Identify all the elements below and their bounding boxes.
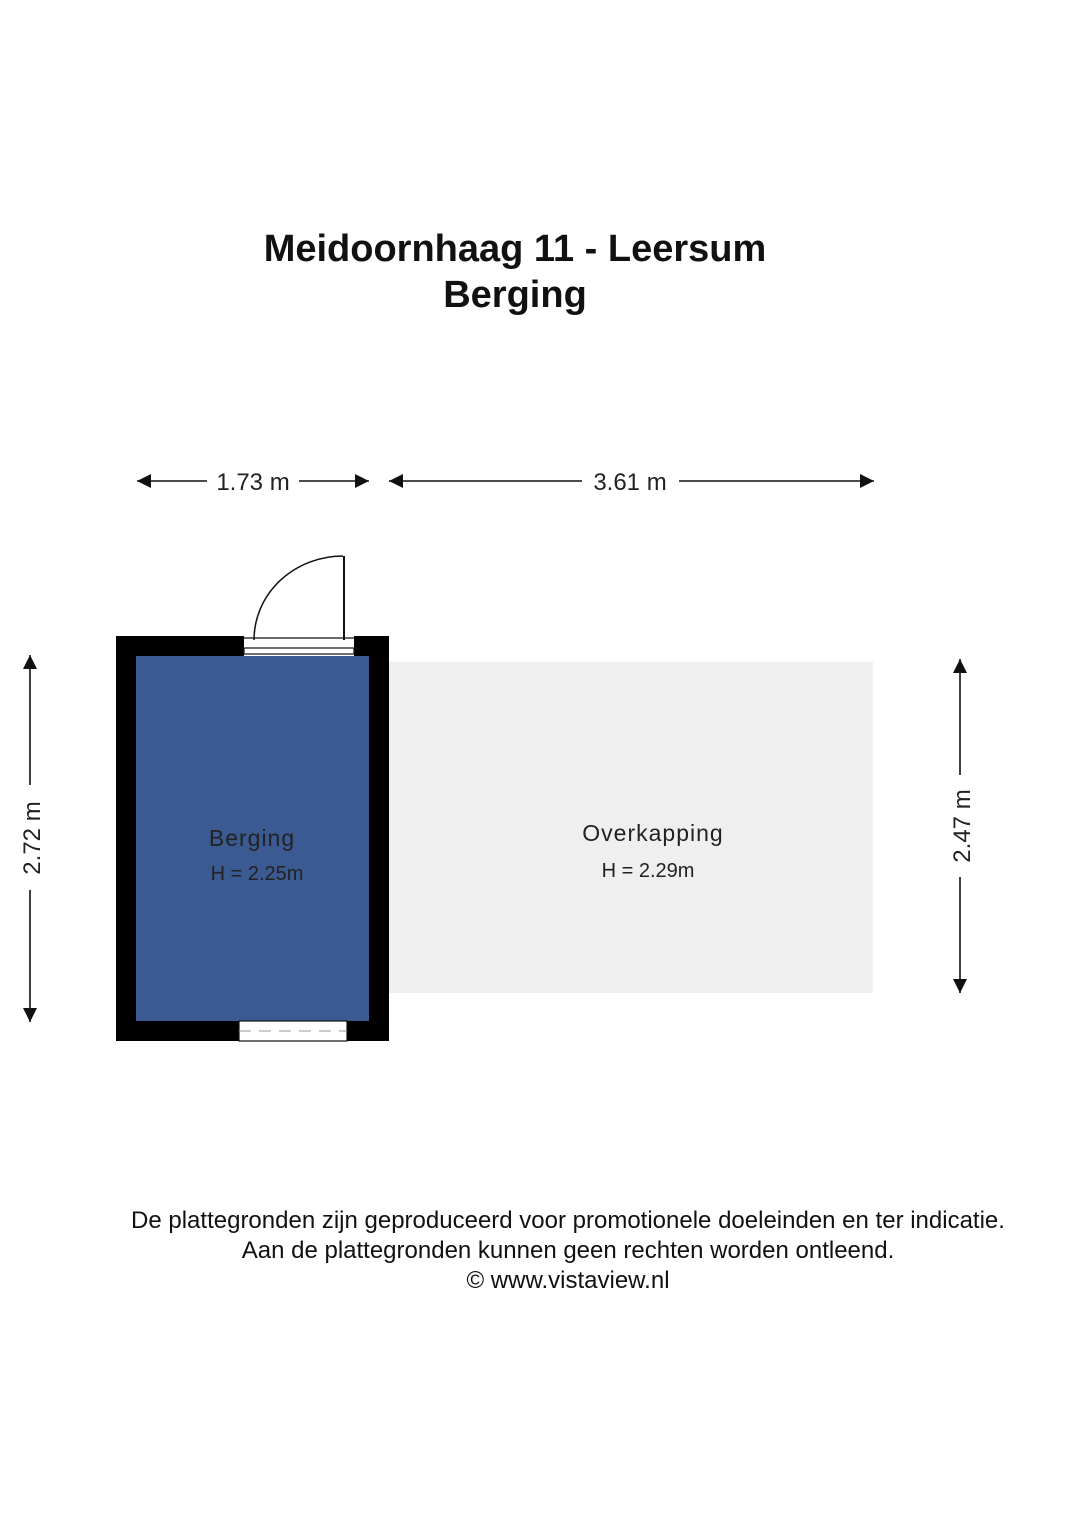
door — [244, 556, 354, 656]
dimension-label: 2.47 m — [949, 789, 976, 863]
page-subtitle: Berging — [443, 274, 587, 316]
dimension-top-right — [389, 469, 874, 496]
door-leaf — [343, 556, 345, 640]
room-height-berging: H = 2.25m — [210, 863, 304, 885]
dimension-label: 3.61 m — [593, 469, 667, 496]
door-swing-arc — [254, 556, 343, 640]
dimension-label: 2.72 m — [19, 801, 46, 875]
disclaimer-line: De plattegronden zijn geproduceerd voor promotionele doeleinden en ter indicatie. — [131, 1207, 1005, 1234]
disclaimer — [0, 1206, 1080, 1296]
room-name-overkapping: Overkapping — [582, 820, 724, 846]
dimension-top-left — [137, 469, 369, 496]
door-sill — [244, 648, 354, 654]
dimension-label: 1.73 m — [216, 469, 290, 496]
disclaimer-line: Aan de plattegronden kunnen geen rechten worden ontleend. — [241, 1237, 895, 1264]
window — [239, 1021, 347, 1041]
dimension-left — [19, 655, 46, 1022]
room-name-berging: Berging — [208, 825, 296, 851]
copyright: © www.vistaview.nl — [466, 1267, 670, 1294]
dimension-right — [949, 659, 976, 993]
page-title: Meidoornhaag 11 - Leersum — [263, 228, 767, 270]
room-height-overkapping: H = 2.29m — [601, 860, 695, 882]
